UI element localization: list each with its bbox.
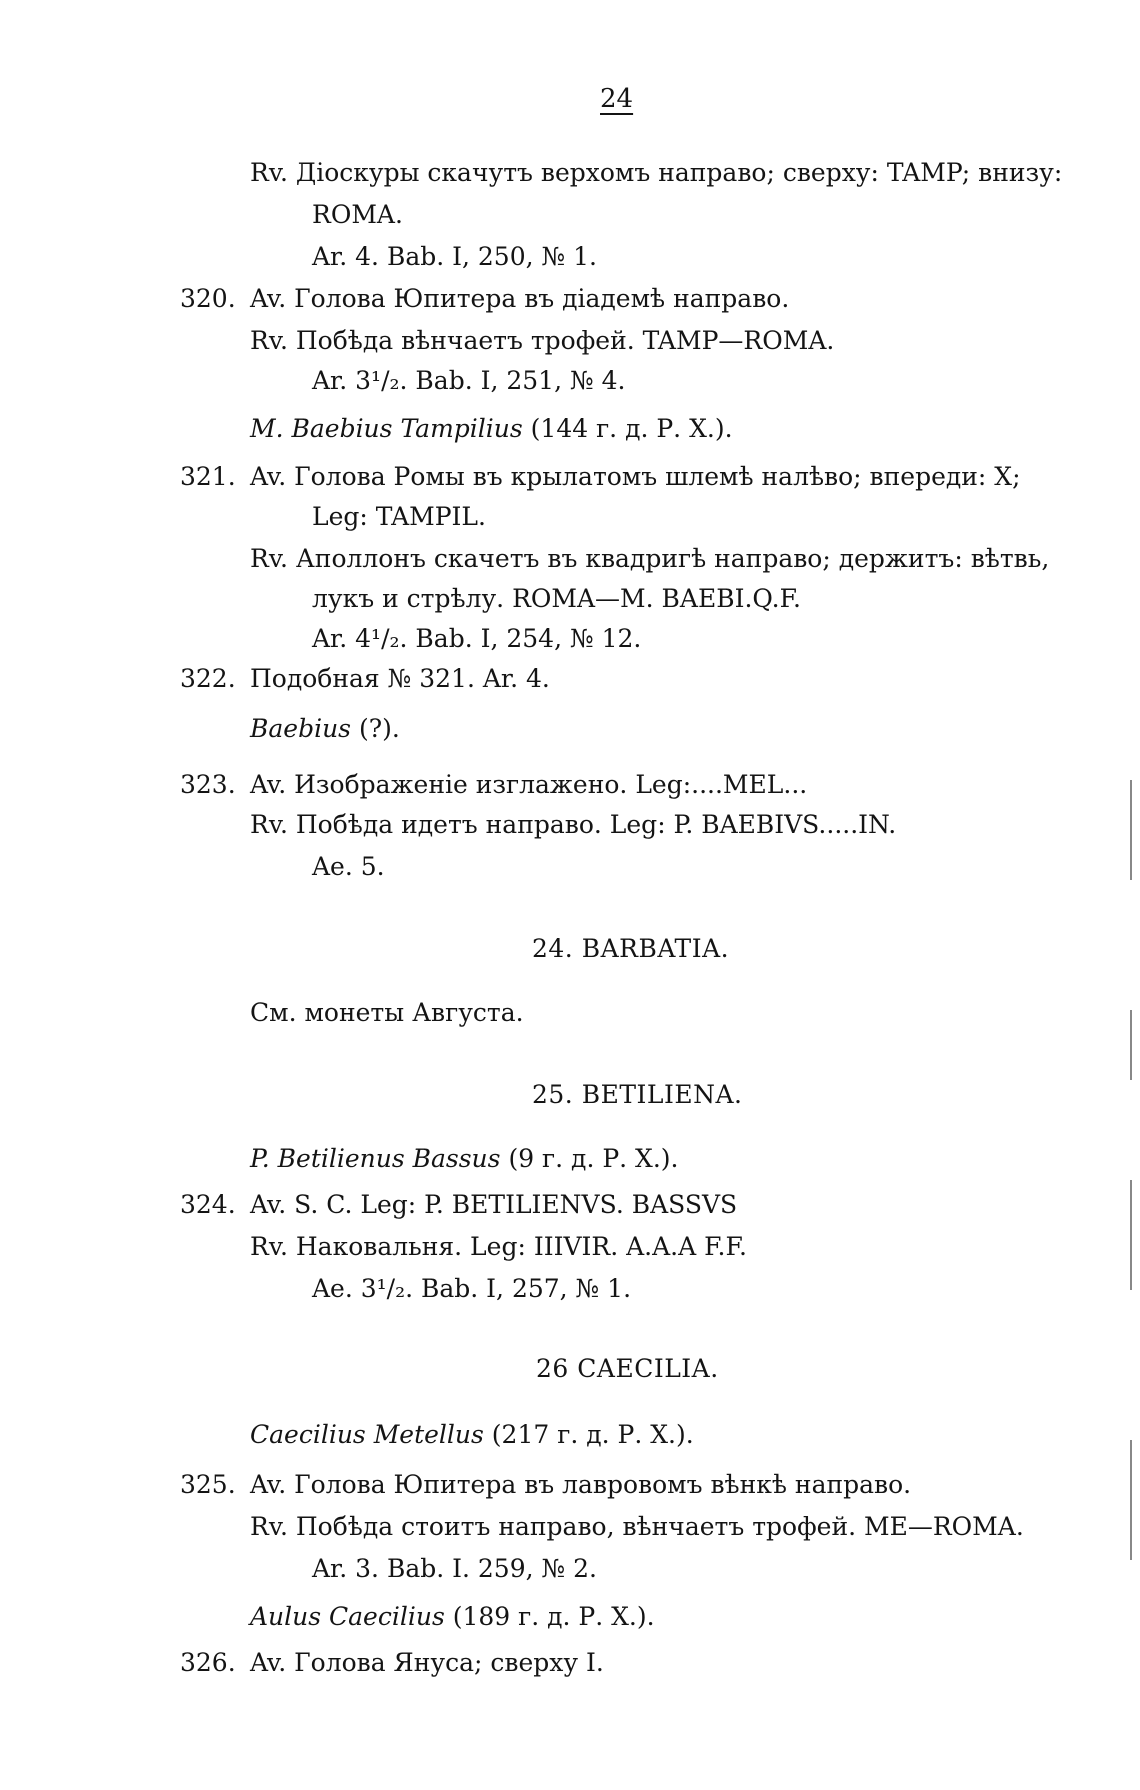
- entry-321: [180, 458, 1021, 496]
- scan-margin-mark: [1130, 780, 1132, 880]
- scan-margin-mark: [1130, 1010, 1132, 1080]
- section-heading: 26 CAECILIA.: [536, 1354, 719, 1383]
- entry-326: [180, 1644, 604, 1682]
- moneyer-name: Caecilius Metellus: [250, 1420, 484, 1449]
- text-line: Leg: TAMPIL.: [312, 502, 486, 531]
- moneyer-heading: [250, 1598, 655, 1636]
- entry-text: Av. Голова Юпитера въ лавровомъ вѣнкѣ направо.: [250, 1470, 912, 1499]
- page-number: 24: [600, 84, 634, 114]
- text-line: Rv. Побѣда вѣнчаетъ трофей. TAMP—ROMA.: [250, 326, 835, 355]
- entry-text: Av. Изображеніе изглажено. Leg:....MEL...: [250, 770, 808, 799]
- section-heading: 25. BETILIENA.: [532, 1080, 743, 1109]
- text-line: Rv. Побѣда стоитъ направо, вѣнчаетъ трофей. ME—ROMA.: [250, 1512, 1024, 1541]
- entry-number: 323.: [180, 770, 236, 799]
- text-line: Ar. 3. Bab. I. 259, № 2.: [312, 1554, 597, 1583]
- entry-number: 324.: [180, 1190, 236, 1219]
- text-line: См. монеты Августа.: [250, 998, 524, 1027]
- text-line: Rv. Діоскуры скачутъ верхомъ направо; сверху: TAMP; внизу:: [250, 158, 1063, 187]
- entry-number: 326.: [180, 1648, 236, 1677]
- text-line: лукъ и стрѣлу. ROMA—M. BAEBI.Q.F.: [312, 584, 802, 613]
- moneyer-date: (?).: [351, 714, 400, 743]
- text-line: Rv. Аполлонъ скачетъ въ квадригѣ направо; держитъ: вѣтвь,: [250, 544, 1050, 573]
- entry-number: 320.: [180, 284, 236, 313]
- moneyer-date: (189 г. д. Р. Х.).: [444, 1602, 655, 1631]
- entry-text: Av. Голова Януса; сверху I.: [250, 1648, 604, 1677]
- entry-number: 325.: [180, 1470, 236, 1499]
- text-line: Ar. 3¹/₂. Bab. I, 251, № 4.: [312, 366, 626, 395]
- moneyer-name: Baebius: [250, 714, 352, 743]
- moneyer-name: P. Betilienus Bassus: [250, 1144, 501, 1173]
- entry-324: [180, 1186, 737, 1224]
- text-line: Ae. 3¹/₂. Bab. I, 257, № 1.: [312, 1274, 632, 1303]
- entry-text: Подобная № 321. Ar. 4.: [250, 664, 550, 693]
- entry-320: [180, 280, 789, 318]
- text-line: ROMA.: [312, 200, 403, 229]
- text-line: Ar. 4¹/₂. Bab. I, 254, № 12.: [312, 624, 642, 653]
- text-line: Rv. Наковальня. Leg: IIIVIR. A.A.A F.F.: [250, 1232, 747, 1261]
- moneyer-heading: [250, 410, 733, 448]
- entry-number: 322.: [180, 664, 236, 693]
- entry-text: Av. Голова Юпитера въ діадемѣ направо.: [250, 284, 790, 313]
- moneyer-date: (9 г. д. Р. Х.).: [500, 1144, 679, 1173]
- scan-margin-mark: [1130, 1180, 1132, 1290]
- entry-323: [180, 766, 807, 804]
- moneyer-date: (217 г. д. Р. Х.).: [483, 1420, 694, 1449]
- moneyer-name: Aulus Caecilius: [250, 1602, 445, 1631]
- entry-325: [180, 1466, 911, 1504]
- scan-margin-mark: [1130, 1440, 1132, 1560]
- text-line: Ae. 5.: [312, 852, 385, 881]
- moneyer-heading: [250, 710, 400, 748]
- moneyer-date: (144 г. д. Р. Х.).: [522, 414, 733, 443]
- text-line: Rv. Побѣда идетъ направо. Leg: P. BAEBIVS.....IN.: [250, 810, 897, 839]
- entry-text: Av. S. C. Leg: P. BETILIENVS. BASSVS: [250, 1190, 738, 1219]
- moneyer-heading: [250, 1416, 694, 1454]
- text-line: Ar. 4. Bab. I, 250, № 1.: [312, 242, 597, 271]
- section-heading: 24. BARBATIA.: [532, 934, 730, 963]
- moneyer-heading: [250, 1140, 679, 1178]
- entry-text: Av. Голова Ромы въ крылатомъ шлемѣ налѣво; впереди: X;: [250, 462, 1021, 491]
- entry-322: [180, 660, 550, 698]
- entry-number: 321.: [180, 462, 236, 491]
- moneyer-name: M. Baebius Tampilius: [250, 414, 523, 443]
